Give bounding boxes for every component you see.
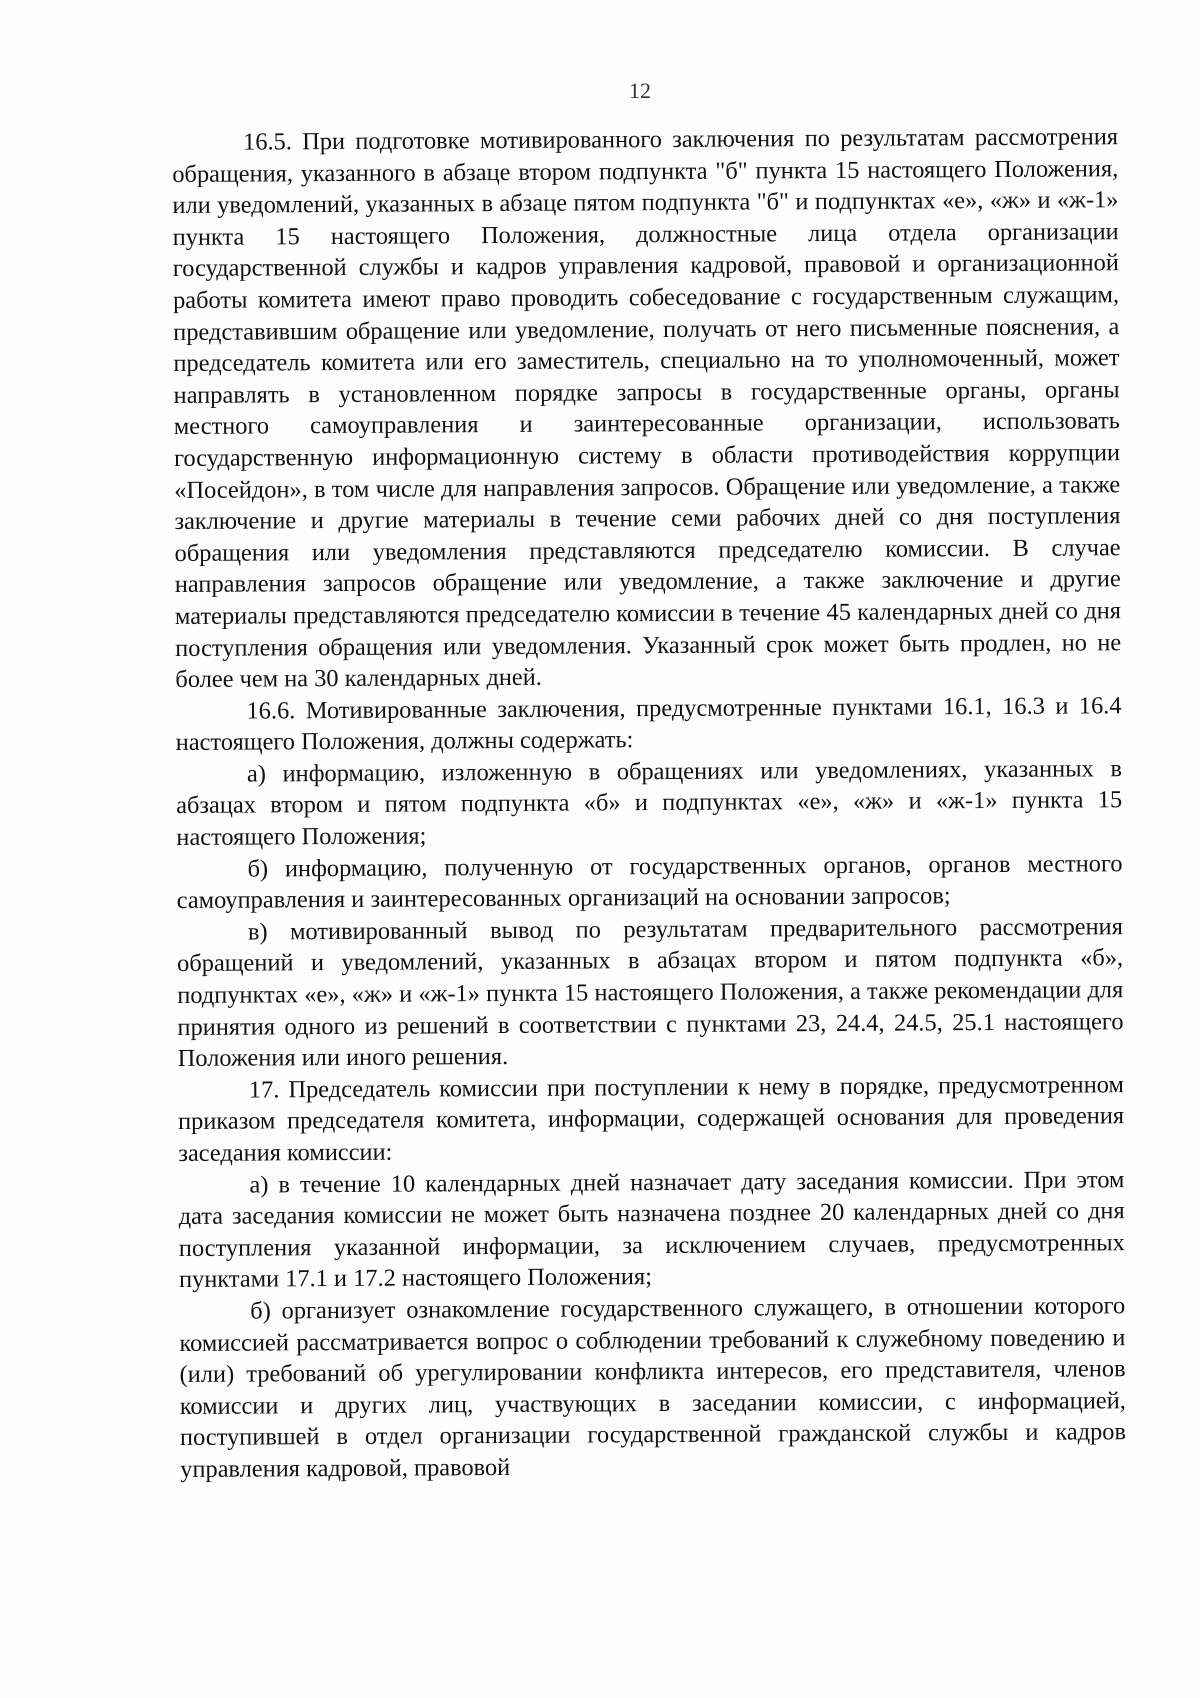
paragraph-16-6-a: а) информацию, изложенную в обращениях или уведомлениях, указанных в абзацах втором и пятом подпункта «б» и подпунктах «е», «ж» и «ж-1» пункта 15 настоящего Положения; — [176, 755, 1123, 852]
page-number: 12 — [629, 78, 651, 103]
paragraph-17: 17. Председатель комиссии при поступлении к нему в порядке, предусмотренном приказом председателя комитета, информации, содержащей основания для проведения заседания комиссии: — [177, 1071, 1125, 1167]
paragraph-16-6-b: б) информацию, полученную от государственных органов, органов местного самоуправления и заинтересованных организаций на основании запросов; — [176, 849, 1123, 915]
document-body — [172, 121, 1126, 1485]
paragraph-16-6: 16.6. Мотивированные заключения, предусмотренные пунктами 16.1, 16.3 и 16.4 настоящего Положения, должны содержать: — [175, 691, 1122, 757]
paragraph-16-6-v: в) мотивированный вывод по результатам предварительного рассмотрения обращений и уведомлений, указанных в абзацах втором и пятом подпункта «б», подпунктах «е», «ж» и «ж-1» пункта 15 настоящего Положения, а также рекомендации для принятия одного из решений в соответствии с пунктами 23, 24.4, 24.5, 25.1 настоящего Положения или иного решения. — [177, 913, 1124, 1073]
paragraph-17-a: а) в течение 10 календарных дней назначает дату заседания комиссии. При этом дата заседания комиссии не может быть назначена позднее 20 календарных дней со дня поступления указанной информации, за исключением случаев, предусмотренных пунктами 17.1 и 17.2 настоящего Положения; — [178, 1165, 1125, 1294]
paragraph-16-5: 16.5. При подготовке мотивированного заключения по результатам рассмотрения обращения, указанного в абзаце втором подпункта "б" пункта 15 настоящего Положения, или уведомлений, указанных в абзаце пятом подпункта "б" и подпунктах «е», «ж» и «ж-1» пункта 15 настоящего Положения, должностные лица отдела организации государственной службы и кадров управления кадровой, правовой и организационной работы комитета имеют право проводить собеседование с государственным служащим, представившим обращение или уведомление, получать от него письменные пояснения, а председатель комитета или его заместитель, специально на то уполномоченный, может направлять в установленном порядке запросы в государственные органы, органы местного самоуправления и заинтересованные организации, использовать государственную информационную систему в области противодействия коррупции «Посейдон», в том числе для направления запросов. Обращение или уведомление, а также заключение и другие материалы в течение семи рабочих дней со дня поступления обращения или уведомления представляются председателю комиссии. В случае направления запросов обращение или уведомление, а также заключение и другие материалы представляются председателю комиссии в течение 45 календарных дней со дня поступления обращения или уведомления. Указанный срок может быть продлен, но не более чем на 30 календарных дней. — [172, 123, 1122, 694]
paragraph-17-b: б) организует ознакомление государственного служащего, в отношении которого комиссией рассматривается вопрос о соблюдении требований к служебному поведению и (или) требований об урегулировании конфликта интересов, его представителя, членов комиссии и других лиц, участвующих в заседании комиссии, с информацией, поступившей в отдел организации государственной гражданской службы и кадров управления кадровой, правовой — [179, 1292, 1127, 1483]
